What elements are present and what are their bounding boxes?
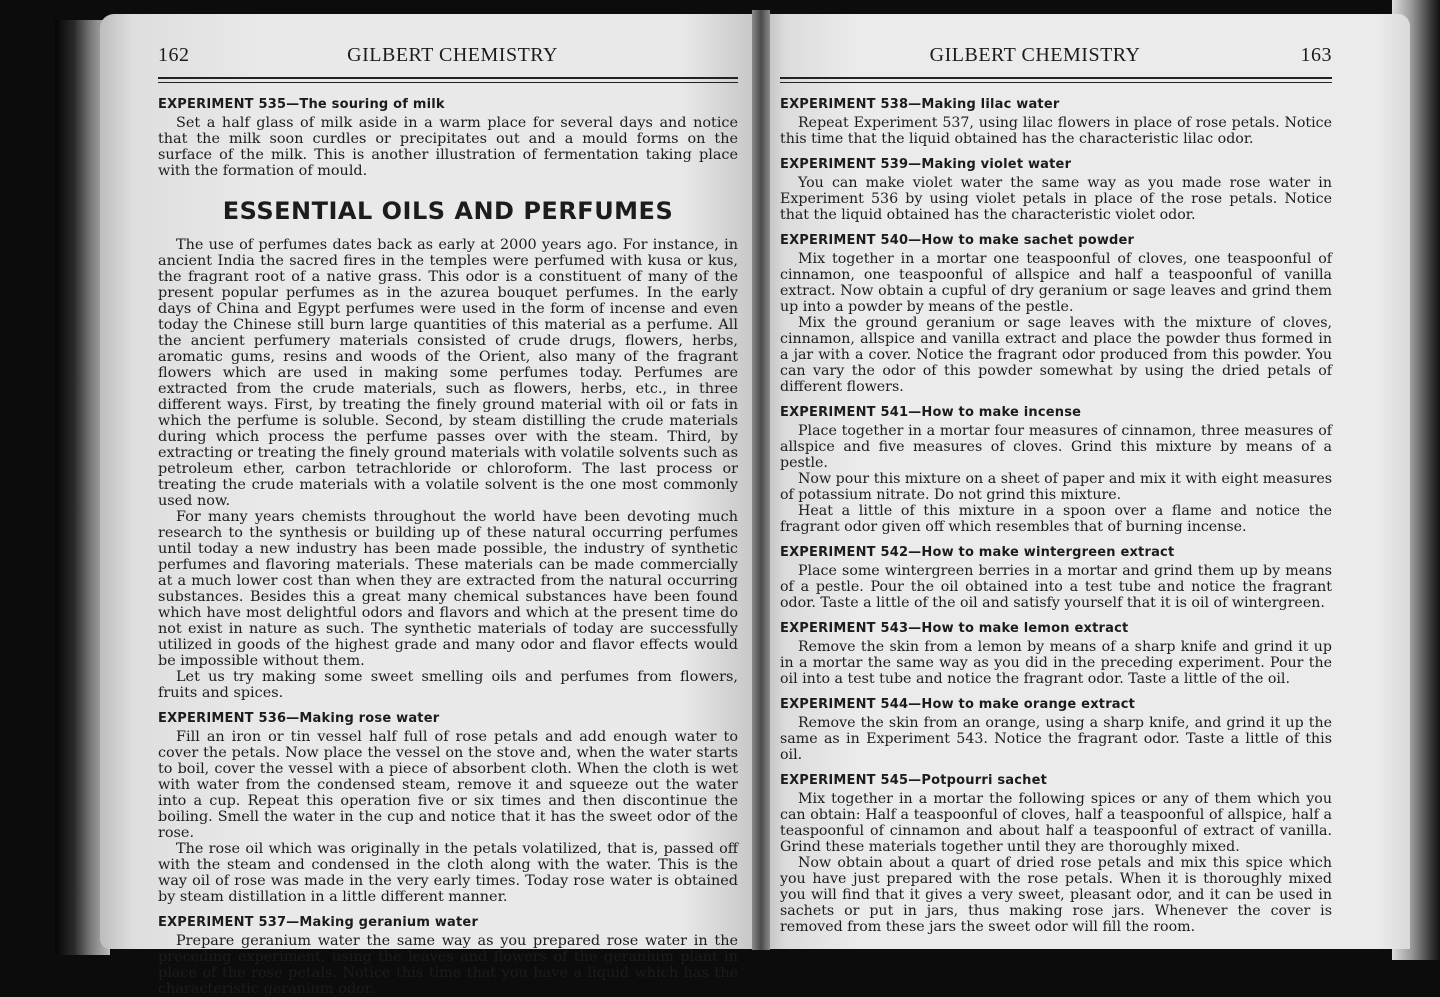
page-header (780, 44, 1332, 67)
paragraph: Heat a little of this mixture in a spoon over a flame and notice the fragrant odor given off which resembles that of burning incense. (780, 503, 1332, 535)
experiment-heading: EXPERIMENT 540—How to make sachet powder (780, 233, 1135, 248)
paragraph: Repeat Experiment 537, using lilac flowers in place of rose petals. Notice this time that the liquid obtained has the characteristic lilac odor. (780, 115, 1332, 147)
header-rule (780, 77, 1332, 83)
paragraph: The use of perfumes dates back as early at 2000 years ago. For instance, in ancient India the sacred fires in the temples were perfumed with kusa or kus, the fragrant root of a native grass. This odor is a constituent of many of the present popular perfumes as in the azurea bouquet perfumes. In the early days of China and Egypt perfumes were used in the form of incense and even today the Chinese still burn large quantities of this material as a perfume. All the ancient perfumery materials consisted of crude drugs, flowers, herbs, aromatic gums, resins and woods of the Orient, also many of the fragrant flowers which are used in making some perfumes today. Perfumes are extracted from the crude materials, such as flowers, herbs, etc., in three different ways. First, by treating the finely ground material with oil or fats in which the perfume is soluble. Second, by steam distilling the crude materials during which process the perfume passes over with the steam. Third, by extracting or treating the finely ground materials with volatile solvents such as petroleum ether, carbon tetrachloride or chloroform. The last process or treating the crude materials with a volatile solvent is the one most commonly used now. (158, 237, 738, 509)
paragraph: Let us try making some sweet smelling oils and perfumes from flowers, fruits and spices. (158, 669, 738, 701)
page-header (158, 44, 738, 67)
experiment-heading: EXPERIMENT 542—How to make wintergreen extract (780, 545, 1175, 560)
page-number: 163 (1300, 44, 1332, 66)
section-title: ESSENTIAL OILS AND PERFUMES (222, 197, 674, 225)
paragraph: Prepare geranium water the same way as you prepared rose water in the preceding experiment, using the leaves and flowers of the geranium plant in place of the rose petals. Notice this time that you have a liquid which has the characteristic geranium odor. (158, 933, 738, 997)
experiment-heading: EXPERIMENT 541—How to make incense (780, 405, 1082, 420)
page-number: 162 (158, 44, 190, 66)
running-title: GILBERT CHEMISTRY (929, 44, 1141, 66)
paragraph: Remove the skin from a lemon by means of a sharp knife and grind it up in a mortar the same way as you did in the preceding experiment. Pour the oil into a test tube and notice the fragrant odor. Taste a little of the oil. (780, 639, 1332, 687)
paragraph: Place together in a mortar four measures of cinnamon, three measures of allspice and five measures of cloves. Grind this mixture by means of a pestle. (780, 423, 1332, 471)
header-rule (158, 77, 738, 83)
paragraph: You can make violet water the same way as you made rose water in Experiment 536 by using violet petals in place of the rose petals. Notice that the liquid obtained has the characteristic violet odor. (780, 175, 1332, 223)
paragraph: Now obtain about a quart of dried rose petals and mix this spice which you have just prepared with the rose petals. When it is thoroughly mixed you will find that it gives a very sweet, pleasant odor, and it can be used in sachets or put in jars, thus making rose jars. Whenever the cover is removed from these jars the sweet odor will fill the room. (780, 855, 1332, 935)
paragraph: Fill an iron or tin vessel half full of rose petals and add enough water to cover the petals. Now place the vessel on the stove and, when the water starts to boil, cover the vessel with a piece of absorbent cloth. When the cloth is wet with water from the condensed steam, remove it and squeeze out the water into a cup. Repeat this operation five or six times and then discontinue the boiling. Smell the water in the cup and notice that it has the sweet odor of the rose. (158, 729, 738, 841)
paragraph: Mix the ground geranium or sage leaves with the mixture of cloves, cinnamon, allspice and vanilla extract and place the powder thus formed in a jar with a cover. Notice the fragrant odor produced from this powder. You can vary the odor of this powder somewhat by using the dried petals of different flowers. (780, 315, 1332, 395)
paragraph: Now pour this mixture on a sheet of paper and mix it with eight measures of potassium nitrate. Do not grind this mixture. (780, 471, 1332, 503)
experiment-heading: EXPERIMENT 537—Making geranium water (158, 915, 479, 930)
experiment-heading: EXPERIMENT 539—Making violet water (780, 157, 1072, 172)
book-gutter (752, 10, 770, 950)
left-page (100, 14, 760, 997)
right-page (760, 14, 1410, 949)
paragraph: Set a half glass of milk aside in a warm place for several days and notice that the milk soon curdles or precipitates out and a mould forms on the surface of the milk. This is another illustration of fermentation taking place with the formation of mould. (158, 115, 738, 179)
paragraph: Place some wintergreen berries in a mortar and grind them up by means of a pestle. Pour the oil obtained into a test tube and notice the fragrant odor. Taste a little of the oil and satisfy yourself that it is oil of wintergreen. (780, 563, 1332, 611)
paragraph: Remove the skin from an orange, using a sharp knife, and grind it up the same as in Experiment 543. Notice the fragrant odor. Taste a little of this oil. (780, 715, 1332, 763)
paragraph: Mix together in a mortar one teaspoonful of cloves, one teaspoonful of cinnamon, one teaspoonful of allspice and half a teaspoonful of vanilla extract. Now obtain a cupful of dry geranium or sage leaves and grind them up into a powder by means of the pestle. (780, 251, 1332, 315)
paragraph: For many years chemists throughout the world have been devoting much research to the synthesis or building up of these natural occurring perfumes until today a new industry has been made possible, the industry of synthetic perfumes and flavoring materials. These materials can be made commercially at a much lower cost than when they are extracted from the natural occurring substances. Besides this a great many chemical substances have been found which have most delightful odors and flavors and which at the present time do not exist in nature as such. The synthetic materials of today are successfully utilized in goods of the highest grade and many odor and flavor effects would be impossible without them. (158, 509, 738, 669)
experiment-heading: EXPERIMENT 545—Potpourri sachet (780, 773, 1048, 788)
paragraph: Mix together in a mortar the following spices or any of them which you can obtain: Half a teaspoonful of cloves, half a teaspoonful of allspice, half a teaspoonful of cinnamon and about half a teaspoonful of extract of vanilla. Grind these materials together until they are thoroughly mixed. (780, 791, 1332, 855)
experiment-heading: EXPERIMENT 538—Making lilac water (780, 97, 1060, 112)
running-title: GILBERT CHEMISTRY (347, 44, 558, 66)
paragraph: The rose oil which was originally in the petals volatilized, that is, passed off with the steam and condensed in the cloth along with the water. This is the way oil of rose was made in the very early times. Today rose water is obtained by steam distillation in a little different manner. (158, 841, 738, 905)
experiment-heading: EXPERIMENT 543—How to make lemon extract (780, 621, 1129, 636)
experiment-heading: EXPERIMENT 535—The souring of milk (158, 97, 445, 112)
experiment-heading: EXPERIMENT 544—How to make orange extract (780, 697, 1136, 712)
experiment-heading: EXPERIMENT 536—Making rose water (158, 711, 440, 726)
